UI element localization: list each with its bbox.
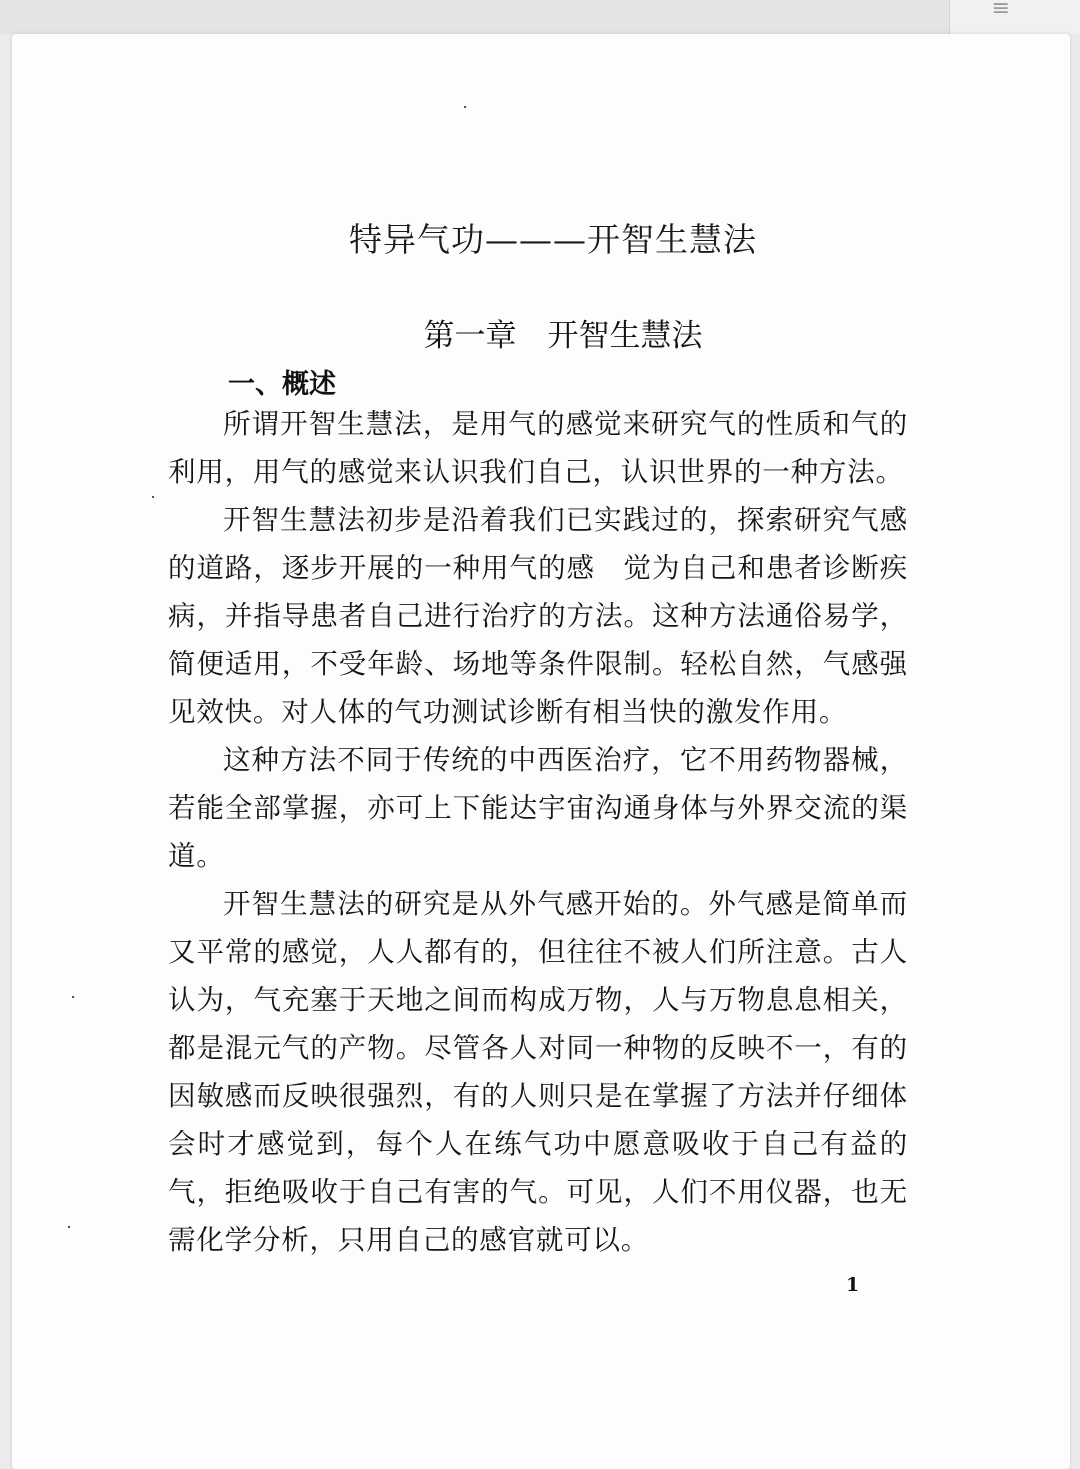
scan-speck [152, 496, 154, 498]
paragraph-2: 开智生慧法初步是沿着我们已实践过的，探索研究气感的道路，逐步开展的一种用气的感 觉为自己和患者诊断疾病，并指导患者自己进行治疗的方法。这种方法通俗易学，简便适用，不受年龄、场地等条件限制。轻松自然，气感强见效快。对人体的气功测试诊断有相当快的激发作用。 [168, 504, 908, 728]
paragraph-3: 这种方法不同于传统的中西医治疗，它不用药物器械，若能全部掌握，亦可上下能达宇宙沟通身体与外界交流的渠道。 [168, 744, 908, 872]
scan-speck [72, 996, 74, 998]
chapter-title: 第一章 开智生慧法 [423, 318, 703, 354]
paragraph-4: 开智生慧法的研究是从外气感开始的。外气感是简单而又平常的感觉，人人都有的，但往往不被人们所注意。古人认为，气充塞于天地之间而构成万物，人与万物息息相关，都是混元气的产物。尽管各人对同一种物的反映不一，有的因敏感而反映很强烈，有的人则只是在掌握了方法并仔细体会时才感觉到，每个人在练气功中愿意吸收于自己有益的气，拒绝吸收于自己有害的气。可见，人们不用仪器，也无需化学分析，只用自己的感官就可以。 [168, 888, 908, 1256]
scan-speck [464, 106, 466, 108]
scanned-page [12, 34, 1070, 1469]
scan-speck [68, 1226, 70, 1228]
paragraph-1: 所谓开智生慧法，是用气的感觉来研究气的性质和气的利用，用气的感觉来认识我们自己，认识世界的一种方法。 [168, 408, 908, 488]
page-number: 1 [846, 1274, 860, 1296]
page-corner-tab[interactable] [949, 0, 1080, 34]
menu-icon[interactable]: ≡ [991, 0, 1010, 21]
section-heading: 一、概述 [228, 369, 336, 400]
document-title: 特异气功———开智生慧法 [349, 220, 757, 259]
viewer-top-bar [0, 0, 1080, 34]
